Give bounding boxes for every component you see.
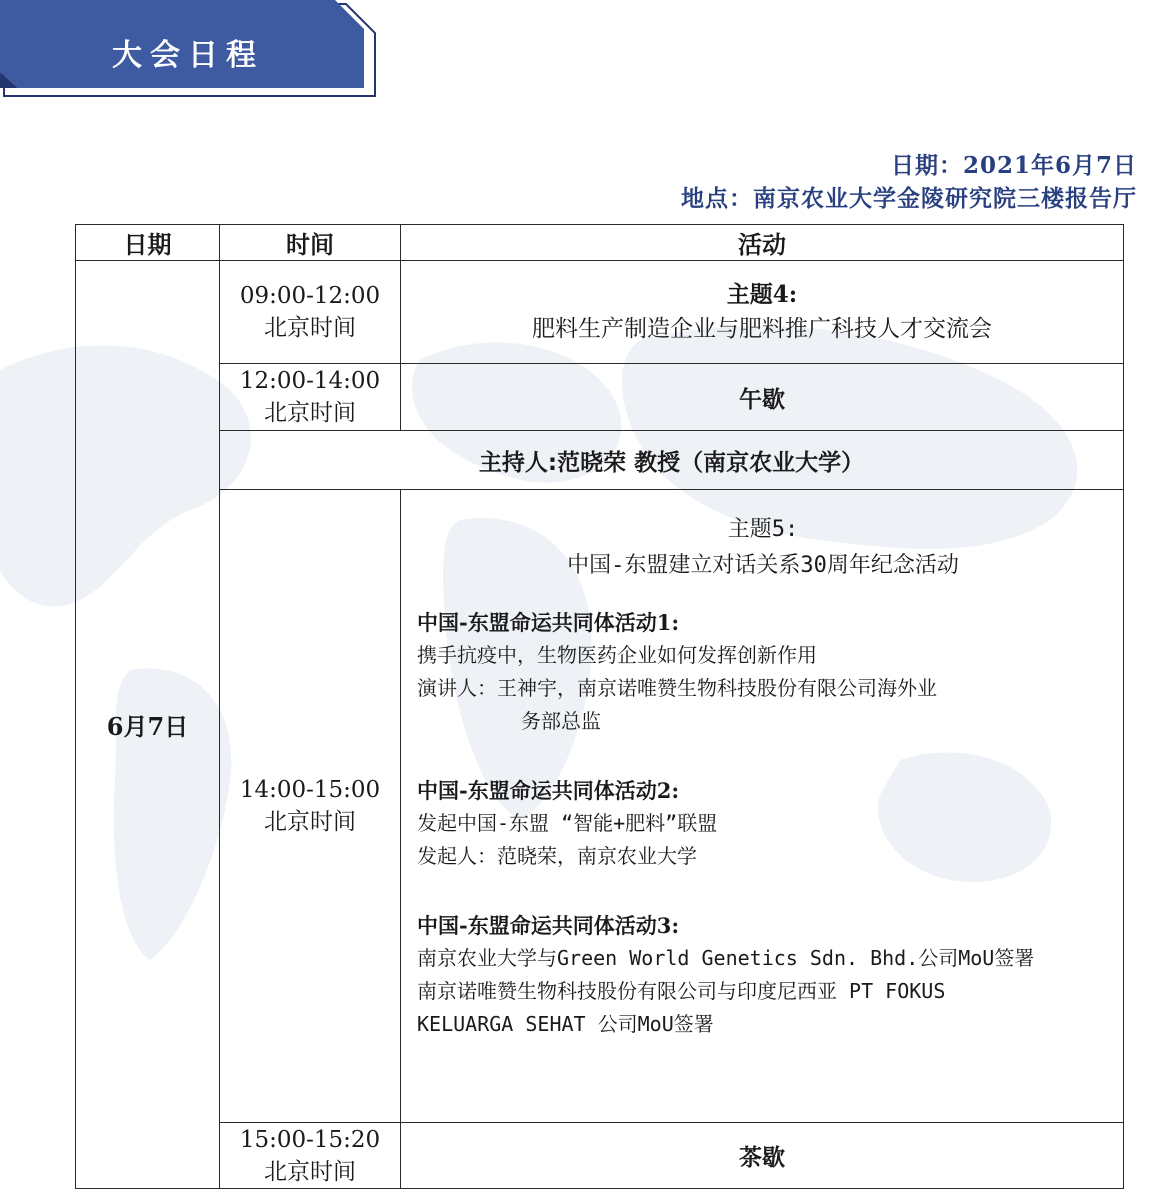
table-header-row — [76, 225, 1124, 261]
timezone-label: 北京时间 — [264, 809, 356, 835]
activity-line: 携手抗疫中，生物医药企业如何发挥创新作用 — [417, 643, 817, 667]
activity-block-1 — [417, 606, 1109, 738]
activity-line: KELUARGA SEHAT 公司MoU签署 — [417, 1012, 714, 1036]
activity-line: 发起中国-东盟 “智能+肥料”联盟 — [417, 811, 718, 835]
topic-title: 主题4: — [726, 281, 798, 308]
timezone-label: 北京时间 — [264, 315, 356, 341]
time-range: 09:00-12:00 — [239, 283, 381, 309]
activity-cell: 茶歇 — [401, 1123, 1124, 1189]
activity-line: 演讲人：王神宇，南京诺唯赞生物科技股份有限公司海外业 — [417, 676, 937, 700]
activity-line: 南京诺唯赞生物科技股份有限公司与印度尼西亚 PT FOKUS — [417, 979, 946, 1003]
timezone-label: 北京时间 — [264, 400, 356, 426]
timezone-label: 北京时间 — [264, 1158, 356, 1185]
host-row — [76, 431, 1124, 490]
topic-description: 肥料生产制造企业与肥料推广科技人才交流会 — [532, 316, 992, 342]
event-location: 地点：南京农业大学金陵研究院三楼报告厅 — [681, 185, 1137, 212]
activity-block-3 — [417, 909, 1109, 1041]
time-range: 12:00-14:00 — [239, 368, 381, 394]
table-row — [76, 364, 1124, 431]
schedule-table — [75, 224, 1124, 1189]
time-range: 14:00-15:00 — [239, 777, 381, 803]
activity-title: 中国-东盟命运共同体活动3: — [417, 913, 680, 938]
event-date: 日期：2021年6月7日 — [890, 152, 1137, 179]
activity-title: 中国-东盟命运共同体活动2: — [417, 778, 680, 803]
table-row — [76, 490, 1124, 1123]
banner-title: 大会日程 — [112, 38, 264, 73]
activity-block-2 — [417, 774, 1109, 873]
time-cell — [220, 490, 401, 1123]
topic-description: 中国-东盟建立对话关系30周年纪念活动 — [567, 553, 959, 578]
date-cell: 6月7日 — [76, 261, 220, 1189]
activity-line: 发起人：范晓荣，南京农业大学 — [417, 844, 697, 868]
host-cell: 主持人:范晓荣 教授（南京农业大学） — [220, 431, 1124, 490]
activity-cell — [401, 261, 1124, 364]
topic-title: 主题5: — [727, 517, 799, 542]
time-cell — [220, 1123, 401, 1189]
activity-cell: 午歇 — [401, 364, 1124, 431]
table-row — [76, 1123, 1124, 1189]
time-range: 15:00-15:20 — [239, 1126, 381, 1153]
activity-cell — [401, 490, 1124, 1123]
activity-line: 务部总监 — [521, 709, 601, 733]
header-date: 日期 — [76, 225, 220, 261]
header-activity: 活动 — [401, 225, 1124, 261]
header-time: 时间 — [220, 225, 401, 261]
table-row — [76, 261, 1124, 364]
activity-line: 南京农业大学与Green World Genetics Sdn. Bhd.公司MoU签署 — [417, 946, 1035, 970]
time-cell — [220, 364, 401, 431]
activity-title: 中国-东盟命运共同体活动1: — [417, 610, 680, 635]
time-cell — [220, 261, 401, 364]
